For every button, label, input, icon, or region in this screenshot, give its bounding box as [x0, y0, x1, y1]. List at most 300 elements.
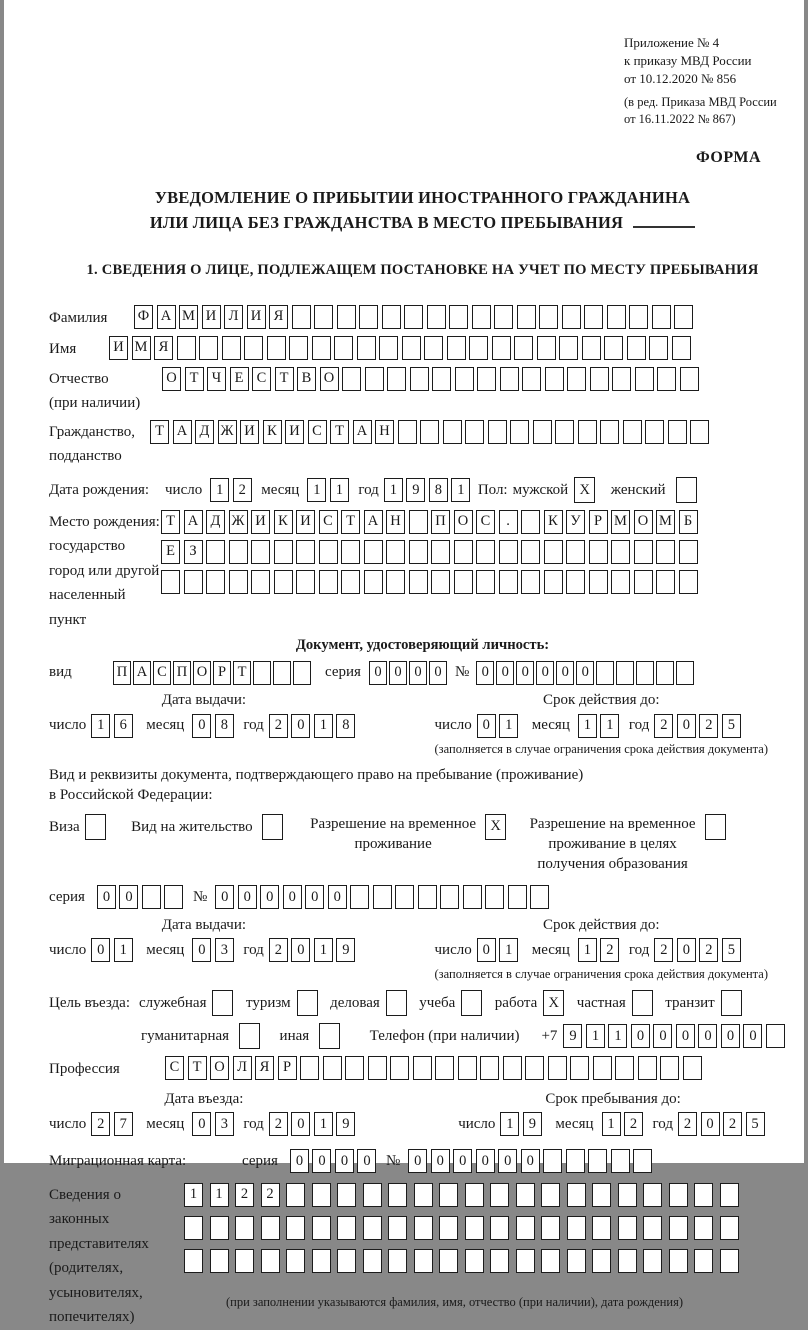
char-box[interactable]: [567, 1249, 586, 1273]
sex-female-checkbox[interactable]: [676, 477, 701, 503]
char-box[interactable]: [517, 305, 536, 329]
char-box[interactable]: [410, 367, 429, 391]
char-box[interactable]: Л: [233, 1056, 252, 1080]
char-box[interactable]: 0: [389, 661, 407, 685]
char-box[interactable]: А: [184, 510, 203, 534]
char-box[interactable]: [373, 885, 392, 909]
char-box[interactable]: [674, 305, 693, 329]
char-box[interactable]: 0: [576, 661, 594, 685]
char-box[interactable]: [544, 540, 563, 564]
char-box[interactable]: 3: [215, 938, 234, 962]
char-box[interactable]: 0: [215, 885, 234, 909]
char-box[interactable]: [530, 885, 549, 909]
char-box[interactable]: [525, 1056, 544, 1080]
char-box[interactable]: [533, 420, 552, 444]
char-box[interactable]: [293, 661, 311, 685]
char-box[interactable]: 0: [238, 885, 257, 909]
char-box[interactable]: 0: [556, 661, 574, 685]
char-box[interactable]: [472, 305, 491, 329]
char-box[interactable]: [562, 305, 581, 329]
char-box[interactable]: [545, 367, 564, 391]
char-box[interactable]: [184, 570, 203, 594]
checkbox-cell[interactable]: [461, 990, 482, 1016]
char-box[interactable]: [289, 336, 308, 360]
char-box[interactable]: [274, 540, 293, 564]
char-box[interactable]: [319, 570, 338, 594]
char-box[interactable]: [618, 1216, 637, 1240]
char-box[interactable]: Е: [230, 367, 249, 391]
char-box[interactable]: [570, 1056, 589, 1080]
char-box[interactable]: С: [252, 367, 271, 391]
char-box[interactable]: 2: [91, 1112, 110, 1136]
char-box[interactable]: Я: [269, 305, 288, 329]
char-box[interactable]: [567, 1216, 586, 1240]
char-box[interactable]: 1: [578, 714, 597, 738]
char-box[interactable]: [490, 1183, 509, 1207]
char-box[interactable]: [363, 1249, 382, 1273]
char-box[interactable]: [582, 336, 601, 360]
char-box[interactable]: О: [210, 1056, 229, 1080]
char-box[interactable]: А: [133, 661, 151, 685]
char-box[interactable]: 2: [654, 938, 673, 962]
char-box[interactable]: И: [109, 336, 128, 360]
char-box[interactable]: [521, 540, 540, 564]
char-box[interactable]: [440, 885, 459, 909]
char-box[interactable]: 0: [677, 714, 696, 738]
char-box[interactable]: 0: [283, 885, 302, 909]
char-box[interactable]: М: [611, 510, 630, 534]
char-box[interactable]: [435, 1056, 454, 1080]
char-box[interactable]: [273, 661, 291, 685]
char-box[interactable]: [409, 540, 428, 564]
char-box[interactable]: [618, 1183, 637, 1207]
char-box[interactable]: 7: [114, 1112, 133, 1136]
char-box[interactable]: [404, 305, 423, 329]
char-box[interactable]: [488, 420, 507, 444]
char-box[interactable]: [334, 336, 353, 360]
char-box[interactable]: [409, 510, 428, 534]
char-box[interactable]: И: [251, 510, 270, 534]
char-box[interactable]: [454, 540, 473, 564]
char-box[interactable]: [521, 510, 540, 534]
char-box[interactable]: [388, 1249, 407, 1273]
char-box[interactable]: [477, 367, 496, 391]
char-box[interactable]: [607, 305, 626, 329]
char-box[interactable]: 0: [291, 714, 310, 738]
char-box[interactable]: [604, 336, 623, 360]
char-box[interactable]: [649, 336, 668, 360]
char-box[interactable]: [432, 367, 451, 391]
char-box[interactable]: 8: [429, 478, 448, 502]
char-box[interactable]: [492, 336, 511, 360]
char-box[interactable]: [668, 420, 687, 444]
char-box[interactable]: [388, 1216, 407, 1240]
char-box[interactable]: [337, 1216, 356, 1240]
char-box[interactable]: Т: [161, 510, 180, 534]
char-box[interactable]: [359, 305, 378, 329]
char-box[interactable]: [447, 336, 466, 360]
char-box[interactable]: 1: [210, 1183, 229, 1207]
char-box[interactable]: 0: [408, 1149, 427, 1173]
char-box[interactable]: [623, 420, 642, 444]
char-box[interactable]: [720, 1216, 739, 1240]
char-box[interactable]: [206, 540, 225, 564]
char-box[interactable]: [634, 570, 653, 594]
temp-residence-education-checkbox[interactable]: [705, 814, 730, 840]
char-box[interactable]: [584, 305, 603, 329]
char-box[interactable]: 0: [476, 661, 494, 685]
char-box[interactable]: [261, 1249, 280, 1273]
char-box[interactable]: [312, 1216, 331, 1240]
char-box[interactable]: [184, 1216, 203, 1240]
char-box[interactable]: [345, 1056, 364, 1080]
char-box[interactable]: А: [353, 420, 372, 444]
char-box[interactable]: 2: [600, 938, 619, 962]
char-box[interactable]: 8: [336, 714, 355, 738]
char-box[interactable]: [589, 540, 608, 564]
char-box[interactable]: 1: [314, 938, 333, 962]
char-box[interactable]: И: [247, 305, 266, 329]
char-box[interactable]: 0: [409, 661, 427, 685]
char-box[interactable]: [516, 1249, 535, 1273]
char-box[interactable]: [490, 1216, 509, 1240]
char-box[interactable]: Л: [224, 305, 243, 329]
char-box[interactable]: [414, 1183, 433, 1207]
char-box[interactable]: [694, 1216, 713, 1240]
sex-male-checkbox[interactable]: [574, 477, 599, 503]
char-box[interactable]: М: [132, 336, 151, 360]
char-box[interactable]: С: [308, 420, 327, 444]
char-box[interactable]: [612, 367, 631, 391]
char-box[interactable]: 0: [721, 1024, 740, 1048]
char-box[interactable]: 0: [477, 714, 496, 738]
char-box[interactable]: 1: [608, 1024, 627, 1048]
char-box[interactable]: [567, 1183, 586, 1207]
char-box[interactable]: [645, 420, 664, 444]
char-box[interactable]: [382, 305, 401, 329]
char-box[interactable]: [567, 367, 586, 391]
char-box[interactable]: [465, 1183, 484, 1207]
char-box[interactable]: Ч: [207, 367, 226, 391]
char-box[interactable]: [458, 1056, 477, 1080]
purpose-business-checkbox[interactable]: [386, 990, 411, 1016]
char-box[interactable]: [566, 540, 585, 564]
char-box[interactable]: [633, 1149, 652, 1173]
char-box[interactable]: [634, 540, 653, 564]
char-box[interactable]: Т: [275, 367, 294, 391]
char-box[interactable]: П: [431, 510, 450, 534]
char-box[interactable]: [652, 305, 671, 329]
char-box[interactable]: [390, 1056, 409, 1080]
char-box[interactable]: [229, 540, 248, 564]
char-box[interactable]: [680, 367, 699, 391]
char-box[interactable]: [592, 1249, 611, 1273]
checkbox-cell[interactable]: X: [574, 477, 595, 503]
char-box[interactable]: [312, 1249, 331, 1273]
char-box[interactable]: [592, 1216, 611, 1240]
char-box[interactable]: 2: [699, 714, 718, 738]
char-box[interactable]: [402, 336, 421, 360]
char-box[interactable]: 0: [290, 1149, 309, 1173]
char-box[interactable]: [657, 367, 676, 391]
char-box[interactable]: 0: [698, 1024, 717, 1048]
char-box[interactable]: 8: [215, 714, 234, 738]
char-box[interactable]: [365, 367, 384, 391]
char-box[interactable]: 0: [357, 1149, 376, 1173]
char-box[interactable]: [387, 367, 406, 391]
char-box[interactable]: Ф: [134, 305, 153, 329]
char-box[interactable]: Я: [154, 336, 173, 360]
char-box[interactable]: 0: [192, 938, 211, 962]
char-box[interactable]: 0: [328, 885, 347, 909]
char-box[interactable]: [386, 540, 405, 564]
char-box[interactable]: 2: [678, 1112, 697, 1136]
char-box[interactable]: [465, 1216, 484, 1240]
temp-residence-checkbox[interactable]: [485, 814, 510, 840]
char-box[interactable]: О: [162, 367, 181, 391]
char-box[interactable]: [596, 661, 614, 685]
char-box[interactable]: [555, 420, 574, 444]
char-box[interactable]: 1: [114, 938, 133, 962]
char-box[interactable]: [253, 661, 271, 685]
char-box[interactable]: 1: [307, 478, 326, 502]
char-box[interactable]: [616, 661, 634, 685]
char-box[interactable]: 2: [261, 1183, 280, 1207]
char-box[interactable]: [342, 367, 361, 391]
char-box[interactable]: [694, 1249, 713, 1273]
char-box[interactable]: [368, 1056, 387, 1080]
char-box[interactable]: 0: [97, 885, 116, 909]
char-box[interactable]: [566, 1149, 585, 1173]
char-box[interactable]: Т: [330, 420, 349, 444]
residence-permit-checkbox[interactable]: [262, 814, 287, 840]
char-box[interactable]: 0: [653, 1024, 672, 1048]
char-box[interactable]: [465, 420, 484, 444]
char-box[interactable]: 1: [500, 1112, 519, 1136]
char-box[interactable]: 0: [498, 1149, 517, 1173]
char-box[interactable]: А: [364, 510, 383, 534]
char-box[interactable]: 1: [314, 714, 333, 738]
char-box[interactable]: М: [179, 305, 198, 329]
char-box[interactable]: [590, 367, 609, 391]
char-box[interactable]: М: [656, 510, 675, 534]
char-box[interactable]: [267, 336, 286, 360]
char-box[interactable]: 0: [701, 1112, 720, 1136]
char-box[interactable]: [679, 570, 698, 594]
char-box[interactable]: [199, 336, 218, 360]
char-box[interactable]: [363, 1216, 382, 1240]
char-box[interactable]: [286, 1183, 305, 1207]
char-box[interactable]: [618, 1249, 637, 1273]
char-box[interactable]: [537, 336, 556, 360]
char-box[interactable]: [766, 1024, 785, 1048]
purpose-official-checkbox[interactable]: [212, 990, 237, 1016]
char-box[interactable]: [341, 540, 360, 564]
char-box[interactable]: [589, 570, 608, 594]
char-box[interactable]: [643, 1183, 662, 1207]
char-box[interactable]: О: [193, 661, 211, 685]
char-box[interactable]: 2: [654, 714, 673, 738]
char-box[interactable]: [337, 1249, 356, 1273]
char-box[interactable]: З: [184, 540, 203, 564]
char-box[interactable]: [449, 305, 468, 329]
char-box[interactable]: [656, 540, 675, 564]
char-box[interactable]: [627, 336, 646, 360]
char-box[interactable]: 0: [335, 1149, 354, 1173]
char-box[interactable]: [500, 367, 519, 391]
char-box[interactable]: 0: [369, 661, 387, 685]
char-box[interactable]: 2: [269, 938, 288, 962]
char-box[interactable]: П: [173, 661, 191, 685]
char-box[interactable]: [386, 570, 405, 594]
char-box[interactable]: [499, 570, 518, 594]
char-box[interactable]: [499, 540, 518, 564]
char-box[interactable]: 1: [499, 938, 518, 962]
char-box[interactable]: [439, 1216, 458, 1240]
char-box[interactable]: [638, 1056, 657, 1080]
checkbox-cell[interactable]: [319, 1023, 340, 1049]
char-box[interactable]: [210, 1216, 229, 1240]
char-box[interactable]: Д: [195, 420, 214, 444]
char-box[interactable]: 1: [314, 1112, 333, 1136]
char-box[interactable]: 0: [429, 661, 447, 685]
char-box[interactable]: [229, 570, 248, 594]
char-box[interactable]: [541, 1249, 560, 1273]
checkbox-cell[interactable]: [632, 990, 653, 1016]
char-box[interactable]: 0: [521, 1149, 540, 1173]
char-box[interactable]: [414, 1216, 433, 1240]
char-box[interactable]: [222, 336, 241, 360]
checkbox-cell[interactable]: [212, 990, 233, 1016]
char-box[interactable]: [476, 540, 495, 564]
char-box[interactable]: [469, 336, 488, 360]
char-box[interactable]: 5: [722, 714, 741, 738]
char-box[interactable]: [629, 305, 648, 329]
char-box[interactable]: .: [499, 510, 518, 534]
char-box[interactable]: О: [634, 510, 653, 534]
char-box[interactable]: [420, 420, 439, 444]
char-box[interactable]: У: [566, 510, 585, 534]
char-box[interactable]: [418, 885, 437, 909]
char-box[interactable]: [672, 336, 691, 360]
char-box[interactable]: [543, 1149, 562, 1173]
char-box[interactable]: [439, 1183, 458, 1207]
char-box[interactable]: 9: [336, 1112, 355, 1136]
char-box[interactable]: 2: [269, 714, 288, 738]
char-box[interactable]: С: [319, 510, 338, 534]
char-box[interactable]: [611, 540, 630, 564]
char-box[interactable]: Я: [255, 1056, 274, 1080]
char-box[interactable]: Т: [150, 420, 169, 444]
char-box[interactable]: [398, 420, 417, 444]
char-box[interactable]: К: [544, 510, 563, 534]
char-box[interactable]: 0: [677, 938, 696, 962]
char-box[interactable]: 1: [602, 1112, 621, 1136]
char-box[interactable]: 5: [746, 1112, 765, 1136]
char-box[interactable]: [431, 570, 450, 594]
char-box[interactable]: 1: [499, 714, 518, 738]
char-box[interactable]: [292, 305, 311, 329]
char-box[interactable]: [364, 570, 383, 594]
checkbox-cell[interactable]: [239, 1023, 260, 1049]
char-box[interactable]: [720, 1183, 739, 1207]
char-box[interactable]: 0: [192, 714, 211, 738]
char-box[interactable]: [660, 1056, 679, 1080]
char-box[interactable]: Т: [233, 661, 251, 685]
char-box[interactable]: [251, 570, 270, 594]
char-box[interactable]: Е: [161, 540, 180, 564]
checkbox-cell[interactable]: [721, 990, 742, 1016]
char-box[interactable]: [395, 885, 414, 909]
char-box[interactable]: [312, 336, 331, 360]
char-box[interactable]: Ж: [218, 420, 237, 444]
char-box[interactable]: [588, 1149, 607, 1173]
char-box[interactable]: [669, 1249, 688, 1273]
char-box[interactable]: [522, 367, 541, 391]
char-box[interactable]: [514, 336, 533, 360]
char-box[interactable]: 0: [477, 938, 496, 962]
char-box[interactable]: [611, 570, 630, 594]
char-box[interactable]: [676, 661, 694, 685]
char-box[interactable]: [593, 1056, 612, 1080]
char-box[interactable]: О: [454, 510, 473, 534]
char-box[interactable]: [635, 367, 654, 391]
char-box[interactable]: [364, 540, 383, 564]
char-box[interactable]: [656, 661, 674, 685]
char-box[interactable]: [643, 1216, 662, 1240]
char-box[interactable]: 1: [330, 478, 349, 502]
char-box[interactable]: Н: [386, 510, 405, 534]
char-box[interactable]: [431, 540, 450, 564]
char-box[interactable]: [235, 1216, 254, 1240]
char-box[interactable]: 1: [384, 478, 403, 502]
char-box[interactable]: 0: [291, 1112, 310, 1136]
char-box[interactable]: [600, 420, 619, 444]
char-box[interactable]: П: [113, 661, 131, 685]
char-box[interactable]: 0: [260, 885, 279, 909]
char-box[interactable]: [388, 1183, 407, 1207]
char-box[interactable]: [409, 570, 428, 594]
char-box[interactable]: 2: [233, 478, 252, 502]
char-box[interactable]: [465, 1249, 484, 1273]
char-box[interactable]: В: [297, 367, 316, 391]
char-box[interactable]: [690, 420, 709, 444]
checkbox-cell[interactable]: [85, 814, 106, 840]
char-box[interactable]: [161, 570, 180, 594]
char-box[interactable]: [694, 1183, 713, 1207]
char-box[interactable]: [413, 1056, 432, 1080]
char-box[interactable]: О: [320, 367, 339, 391]
char-box[interactable]: [636, 661, 654, 685]
char-box[interactable]: 1: [578, 938, 597, 962]
char-box[interactable]: С: [476, 510, 495, 534]
char-box[interactable]: [656, 570, 675, 594]
char-box[interactable]: С: [153, 661, 171, 685]
char-box[interactable]: [669, 1216, 688, 1240]
char-box[interactable]: 1: [600, 714, 619, 738]
char-box[interactable]: [521, 570, 540, 594]
char-box[interactable]: 0: [453, 1149, 472, 1173]
char-box[interactable]: 0: [291, 938, 310, 962]
char-box[interactable]: 2: [269, 1112, 288, 1136]
char-box[interactable]: [485, 885, 504, 909]
char-box[interactable]: 1: [91, 714, 110, 738]
char-box[interactable]: [337, 1183, 356, 1207]
char-box[interactable]: [443, 420, 462, 444]
char-box[interactable]: [476, 570, 495, 594]
purpose-study-checkbox[interactable]: [461, 990, 486, 1016]
char-box[interactable]: [337, 305, 356, 329]
